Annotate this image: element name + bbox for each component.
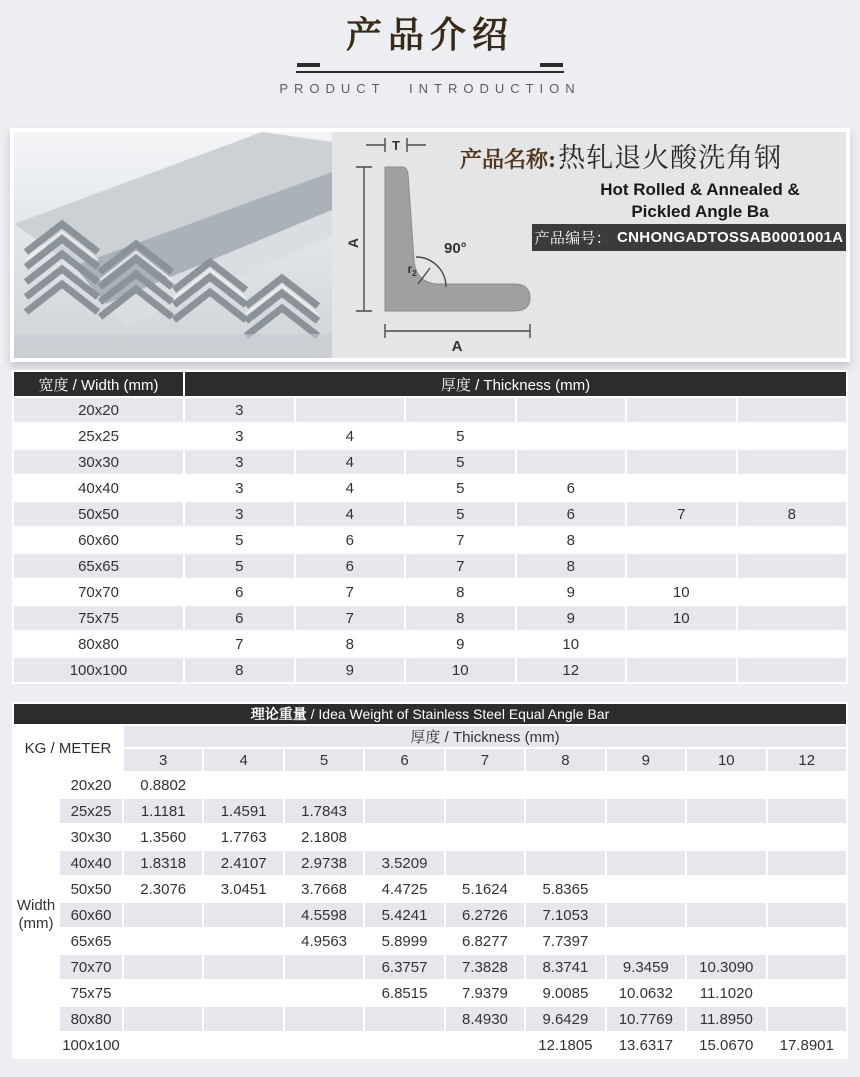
weight-value-cell: 2.1808: [285, 825, 363, 849]
thickness-value-cell: 5: [185, 528, 294, 552]
weight-table-title: [14, 704, 846, 724]
weight-value-cell: [687, 929, 765, 953]
width-axis-label-line: (mm): [18, 915, 54, 932]
weight-value-cell: 9.6429: [526, 1007, 604, 1031]
bottom-a-dimension-line: [385, 324, 530, 338]
thickness-col-header: 6: [365, 749, 443, 771]
size-table-width-header: 宽度 / Width (mm): [14, 372, 183, 396]
weight-value-cell: [768, 877, 847, 901]
weight-size-cell: 50x50: [60, 877, 122, 901]
weight-value-cell: [607, 825, 685, 849]
weight-value-cell: [687, 903, 765, 927]
weight-value-cell: [204, 981, 282, 1005]
weight-size-cell: 40x40: [60, 851, 122, 875]
thickness-cols-row: [14, 749, 846, 771]
thickness-value-cell: 4: [296, 424, 405, 448]
weight-value-cell: 1.1181: [124, 799, 202, 823]
kg-meter-header: KG / METER: [14, 726, 122, 771]
thickness-col-header: 8: [526, 749, 604, 771]
weight-size-cell: 100x100: [60, 1033, 122, 1057]
weight-value-cell: 7.9379: [446, 981, 524, 1005]
weight-value-cell: [607, 799, 685, 823]
product-name-en-line2: Pickled Angle Ba: [631, 202, 769, 221]
thickness-value-cell: [627, 424, 736, 448]
width-axis-label-line: Width: [16, 897, 56, 914]
weight-value-cell: [124, 1033, 202, 1057]
weight-value-cell: 6.3757: [365, 955, 443, 979]
thickness-value-cell: 3: [185, 424, 294, 448]
size-table-row: [14, 502, 846, 526]
thickness-value-cell: [738, 424, 847, 448]
thickness-value-cell: [406, 398, 515, 422]
weight-value-cell: [124, 929, 202, 953]
weight-value-cell: 13.6317: [607, 1033, 685, 1057]
size-table-row: [14, 476, 846, 500]
weight-table-body: [14, 704, 846, 1057]
weight-size-cell: 20x20: [60, 773, 122, 797]
thickness-value-cell: 8: [738, 502, 847, 526]
thickness-value-cell: 8: [517, 528, 626, 552]
weight-value-cell: 3.7668: [285, 877, 363, 901]
thickness-value-cell: [627, 554, 736, 578]
weight-value-cell: 4.9563: [285, 929, 363, 953]
weight-size-cell: 75x75: [60, 981, 122, 1005]
weight-table-row: [14, 851, 846, 875]
weight-value-cell: 4.4725: [365, 877, 443, 901]
thickness-value-cell: 7: [185, 632, 294, 656]
weight-table-row: [14, 825, 846, 849]
thickness-value-cell: 6: [517, 476, 626, 500]
weight-size-cell: 60x60: [60, 903, 122, 927]
size-table-row: [14, 658, 846, 682]
weight-value-cell: 11.1020: [687, 981, 765, 1005]
thickness-col-header: 3: [124, 749, 202, 771]
weight-value-cell: 5.1624: [446, 877, 524, 901]
weight-value-cell: [768, 773, 847, 797]
thickness-value-cell: 6: [517, 502, 626, 526]
weight-value-cell: 2.9738: [285, 851, 363, 875]
weight-value-cell: [607, 851, 685, 875]
weight-value-cell: [607, 877, 685, 901]
size-table-row: [14, 580, 846, 604]
divider-dash-right: [540, 63, 563, 67]
thickness-col-header: 5: [285, 749, 363, 771]
thickness-value-cell: [627, 398, 736, 422]
weight-value-cell: 1.3560: [124, 825, 202, 849]
weight-value-cell: 5.8365: [526, 877, 604, 901]
width-size-cell: 50x50: [14, 502, 183, 526]
weight-value-cell: [365, 1033, 443, 1057]
weight-value-cell: [768, 799, 847, 823]
thickness-value-cell: 6: [296, 528, 405, 552]
thickness-value-cell: [738, 554, 847, 578]
size-table-thickness-header: 厚度 / Thickness (mm): [185, 372, 846, 396]
width-size-cell: 75x75: [14, 606, 183, 630]
thickness-value-cell: [738, 476, 847, 500]
thickness-value-cell: [738, 528, 847, 552]
weight-table-header-row-1: [14, 726, 846, 747]
weight-value-cell: [124, 903, 202, 927]
thickness-value-cell: 9: [406, 632, 515, 656]
weight-table-row: [14, 903, 846, 927]
width-axis-label: [14, 773, 58, 1057]
width-size-cell: 25x25: [14, 424, 183, 448]
weight-size-cell: 80x80: [60, 1007, 122, 1031]
weight-value-cell: 6.8277: [446, 929, 524, 953]
weight-table-row: [14, 799, 846, 823]
thickness-value-cell: 4: [296, 476, 405, 500]
weight-value-cell: 10.3090: [687, 955, 765, 979]
size-table-row: [14, 554, 846, 578]
weight-value-cell: [768, 929, 847, 953]
weight-value-cell: [446, 773, 524, 797]
thickness-value-cell: 10: [517, 632, 626, 656]
thickness-col-header: 10: [687, 749, 765, 771]
thickness-value-cell: [738, 580, 847, 604]
divider-line: [296, 71, 564, 73]
thickness-value-cell: [627, 528, 736, 552]
thickness-value-cell: 6: [296, 554, 405, 578]
weight-value-cell: 10.0632: [607, 981, 685, 1005]
size-table-row: [14, 424, 846, 448]
thickness-value-cell: 5: [406, 502, 515, 526]
weight-value-cell: [446, 825, 524, 849]
thickness-value-cell: [738, 658, 847, 682]
thickness-value-cell: 9: [296, 658, 405, 682]
left-a-dimension-label: A: [345, 237, 361, 249]
weight-value-cell: [526, 825, 604, 849]
weight-value-cell: [124, 981, 202, 1005]
thickness-value-cell: 8: [517, 554, 626, 578]
weight-value-cell: [526, 851, 604, 875]
thickness-value-cell: [738, 450, 847, 474]
thickness-value-cell: 3: [185, 476, 294, 500]
weight-value-cell: [687, 825, 765, 849]
weight-value-cell: [124, 955, 202, 979]
size-table-header-row: [14, 372, 846, 396]
weight-size-cell: 65x65: [60, 929, 122, 953]
weight-value-cell: 10.7769: [607, 1007, 685, 1031]
weight-value-cell: 8.3741: [526, 955, 604, 979]
product-name-row: [460, 138, 782, 180]
size-table: [12, 370, 848, 684]
weight-value-cell: 1.7763: [204, 825, 282, 849]
weight-value-cell: [204, 773, 282, 797]
thickness-value-cell: 9: [517, 606, 626, 630]
weight-value-cell: [285, 1033, 363, 1057]
thickness-value-cell: 10: [627, 606, 736, 630]
weight-value-cell: [607, 903, 685, 927]
thickness-value-cell: 5: [406, 424, 515, 448]
width-size-cell: 100x100: [14, 658, 183, 682]
size-table-row: [14, 606, 846, 630]
thickness-value-cell: 8: [406, 580, 515, 604]
thickness-value-cell: [738, 606, 847, 630]
page-title: 产品介绍: [345, 14, 514, 56]
thickness-col-header: 7: [446, 749, 524, 771]
width-size-cell: 30x30: [14, 450, 183, 474]
product-name-cn: 热轧退火酸洗角钢: [558, 143, 783, 173]
weight-size-cell: 30x30: [60, 825, 122, 849]
angle-steel-photo: [14, 132, 332, 358]
thickness-value-cell: 4: [296, 450, 405, 474]
weight-value-cell: [285, 981, 363, 1005]
thickness-value-cell: [627, 658, 736, 682]
thickness-value-cell: 3: [185, 450, 294, 474]
weight-size-cell: 25x25: [60, 799, 122, 823]
weight-table-title-row: [14, 704, 846, 724]
size-table-body: [14, 372, 846, 682]
thickness-value-cell: [517, 450, 626, 474]
thickness-value-cell: 7: [406, 554, 515, 578]
weight-value-cell: [768, 825, 847, 849]
weight-value-cell: [526, 799, 604, 823]
page-header: [0, 0, 860, 96]
weight-value-cell: [768, 981, 847, 1005]
product-code-badge: [532, 224, 846, 251]
weight-table-thickness-header: 厚度 / Thickness (mm): [124, 726, 846, 747]
weight-value-cell: 6.2726: [446, 903, 524, 927]
weight-value-cell: [446, 851, 524, 875]
weight-value-cell: [687, 851, 765, 875]
weight-value-cell: [687, 877, 765, 901]
thickness-value-cell: 4: [296, 502, 405, 526]
thickness-value-cell: [296, 398, 405, 422]
weight-value-cell: [365, 773, 443, 797]
product-code-label: 产品编号：: [534, 230, 612, 247]
weight-value-cell: 15.0670: [687, 1033, 765, 1057]
thickness-value-cell: 8: [296, 632, 405, 656]
thickness-value-cell: 5: [406, 476, 515, 500]
weight-value-cell: [768, 903, 847, 927]
weight-value-cell: 3.5209: [365, 851, 443, 875]
thickness-col-header: 12: [768, 749, 847, 771]
page-subtitle: PRODUCT INTRODUCTION: [279, 81, 581, 96]
weight-value-cell: 0.8802: [124, 773, 202, 797]
weight-value-cell: [124, 1007, 202, 1031]
weight-value-cell: [446, 1033, 524, 1057]
weight-value-cell: 12.1805: [526, 1033, 604, 1057]
thickness-value-cell: 7: [296, 580, 405, 604]
radius-label: $r_2$: [407, 262, 417, 278]
thickness-value-cell: 5: [185, 554, 294, 578]
weight-table-row: [14, 1007, 846, 1031]
width-size-cell: 70x70: [14, 580, 183, 604]
thickness-value-cell: [627, 450, 736, 474]
product-name-label: 产品名称:: [460, 147, 557, 173]
thickness-value-cell: 10: [627, 580, 736, 604]
size-table-row: [14, 450, 846, 474]
weight-value-cell: 7.7397: [526, 929, 604, 953]
thickness-value-cell: [627, 476, 736, 500]
weight-value-cell: [204, 955, 282, 979]
product-name-en-line1: Hot Rolled & Annealed &: [600, 180, 800, 199]
thickness-value-cell: 5: [406, 450, 515, 474]
weight-value-cell: 7.3828: [446, 955, 524, 979]
weight-table: [12, 702, 848, 1059]
angle-90-label: 90°: [444, 240, 467, 257]
width-size-cell: 60x60: [14, 528, 183, 552]
weight-value-cell: 17.8901: [768, 1033, 847, 1057]
angle-cross-section-shape: [385, 167, 530, 311]
weight-value-cell: 1.4591: [204, 799, 282, 823]
weight-table-row: [14, 981, 846, 1005]
thickness-value-cell: [627, 632, 736, 656]
weight-value-cell: 1.7843: [285, 799, 363, 823]
thickness-value-cell: 7: [406, 528, 515, 552]
weight-value-cell: 5.8999: [365, 929, 443, 953]
weight-value-cell: [687, 799, 765, 823]
weight-value-cell: 2.3076: [124, 877, 202, 901]
weight-value-cell: 11.8950: [687, 1007, 765, 1031]
thickness-value-cell: 10: [406, 658, 515, 682]
weight-table-row: [14, 877, 846, 901]
weight-value-cell: [768, 851, 847, 875]
thickness-value-cell: 12: [517, 658, 626, 682]
weight-value-cell: 9.3459: [607, 955, 685, 979]
thickness-value-cell: 7: [296, 606, 405, 630]
weight-value-cell: 1.8318: [124, 851, 202, 875]
weight-value-cell: 8.4930: [446, 1007, 524, 1031]
weight-value-cell: [285, 773, 363, 797]
weight-value-cell: [526, 773, 604, 797]
weight-table-row: [14, 955, 846, 979]
size-table-card: [12, 370, 848, 684]
weight-value-cell: 5.4241: [365, 903, 443, 927]
thickness-value-cell: [738, 398, 847, 422]
width-size-cell: 40x40: [14, 476, 183, 500]
weight-value-cell: 2.4107: [204, 851, 282, 875]
size-table-row: [14, 398, 846, 422]
weight-table-row: [14, 1033, 846, 1057]
weight-value-cell: [285, 1007, 363, 1031]
thickness-col-header: 9: [607, 749, 685, 771]
product-code-value: CNHONGADTOSSAB0001001A: [617, 229, 844, 246]
weight-value-cell: [607, 773, 685, 797]
weight-table-row: [14, 929, 846, 953]
width-size-cell: 80x80: [14, 632, 183, 656]
weight-table-title-cn: 理论重量: [250, 706, 307, 722]
width-size-cell: 20x20: [14, 398, 183, 422]
weight-size-cell: 70x70: [60, 955, 122, 979]
thickness-value-cell: 7: [627, 502, 736, 526]
weight-value-cell: [768, 1007, 847, 1031]
weight-value-cell: 9.0085: [526, 981, 604, 1005]
size-table-row: [14, 632, 846, 656]
weight-table-title-en: / Idea Weight of Stainless Steel Equal Angle Bar: [306, 706, 610, 722]
thickness-value-cell: 6: [185, 606, 294, 630]
t-dimension-label: T: [392, 138, 400, 153]
weight-value-cell: [365, 1007, 443, 1031]
thickness-value-cell: 8: [406, 606, 515, 630]
title-divider: [296, 60, 564, 76]
photo-floor-shadow: [14, 334, 332, 358]
weight-table-card: [12, 702, 848, 1059]
thickness-value-cell: [517, 424, 626, 448]
weight-value-cell: 7.1053: [526, 903, 604, 927]
thickness-value-cell: 6: [185, 580, 294, 604]
weight-value-cell: [285, 955, 363, 979]
thickness-col-header: 4: [204, 749, 282, 771]
weight-value-cell: [607, 929, 685, 953]
weight-value-cell: [365, 799, 443, 823]
weight-value-cell: [446, 799, 524, 823]
weight-value-cell: [204, 929, 282, 953]
thickness-value-cell: 9: [517, 580, 626, 604]
thickness-value-cell: 8: [185, 658, 294, 682]
weight-value-cell: 3.0451: [204, 877, 282, 901]
weight-value-cell: [687, 773, 765, 797]
weight-value-cell: [204, 1007, 282, 1031]
weight-value-cell: [204, 903, 282, 927]
weight-value-cell: [768, 955, 847, 979]
thickness-value-cell: 3: [185, 398, 294, 422]
weight-value-cell: 4.5598: [285, 903, 363, 927]
width-size-cell: 65x65: [14, 554, 183, 578]
product-card: [10, 128, 850, 362]
thickness-value-cell: [738, 632, 847, 656]
size-table-row: [14, 528, 846, 552]
weight-table-row: [14, 773, 846, 797]
weight-value-cell: 6.8515: [365, 981, 443, 1005]
thickness-value-cell: [517, 398, 626, 422]
thickness-value-cell: 3: [185, 502, 294, 526]
weight-value-cell: [204, 1033, 282, 1057]
weight-value-cell: [365, 825, 443, 849]
divider-dash-left: [297, 63, 320, 67]
bottom-a-dimension-label: A: [451, 338, 463, 355]
